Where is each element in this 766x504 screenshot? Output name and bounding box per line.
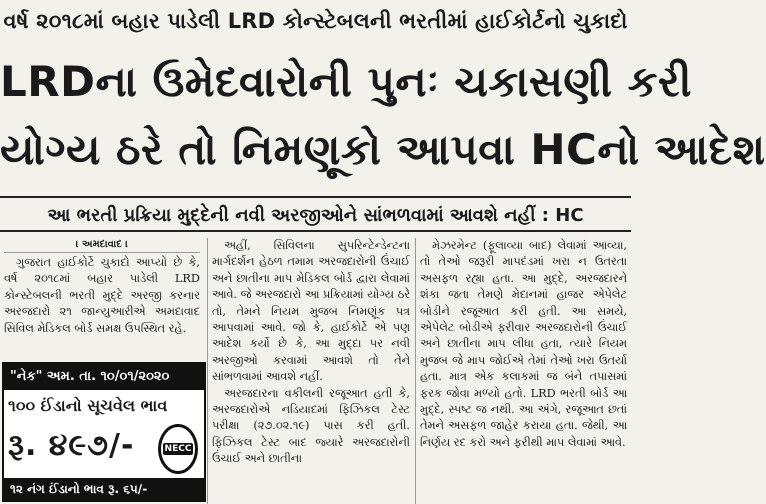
article-column-3: [420, 238, 627, 504]
article-paragraph: ગુજરાત હાઈકોર્ટે ચુકાદો આપ્યો છે કે, વર્ષ ૨૦૧૮માં બહાર પાડેલી LRD કોન્સ્ટેબલની ભરતી મુદ્દે અરજી કરનાર અરજદારો ૨૧ જાન્યુઆરીએ અમદાવાદ સિવિલ મેડિકલ બોર્ડ સમક્ષ ઉપસ્થિત રહે.: [4, 256, 200, 335]
kicker-headline: વર્ષ ૨૦૧૮માં બહાર પાડેલી LRD કોન્સ્ટેબલની ભરતીમાં હાઈકોર્ટનો ચુકાદો: [3, 9, 628, 33]
article-column-2: [212, 238, 410, 504]
necc-logo-icon: [158, 424, 198, 474]
ad-dozen-price: ૧૨ નંગ ઈંડાનો ભાવ રૂ. ૬૫/-: [4, 478, 204, 500]
article-column-1: [4, 238, 200, 343]
main-headline-line2: યોગ્ય ઠરે તો નિમણૂકો આપવા HCનો આદેશ: [0, 125, 766, 174]
article-paragraph: મેઝરમેન્ટ (ફૂલાવ્યા બાદ) લેવામાં આવ્યા, તો તેઓ જરૂરી માપદંડમાં ખરા ન ઉતરતા અસફળ રહ્યા હતા. આ મુદ્દે, અરજદારને શંકા જતા તેમણે મેદાનમાં હાજર એપેલેટ બોડીને રજૂઆત કરી હતી. આ સમયે, એપેલેટ બોડીએ ફરીવાર અરજદારોની ઉંચાઈ અને છાતીના માપ લીધા હતા, ત્યારે નિયમ મુજબ જે માપ જોઈએ તેમાં તેઓ ખરા ઉતર્યા હતા. માત્ર એક કલાકમાં જ બંને તપાસમાં ફરક જોવા મળ્યો હતો. LRD ભરતી બોર્ડ આ મુદ્દે, સ્પષ્ટ જ નથી. આ અંગે, રજૂઆત છતાં તેમને અસફળ જાહેર કરાયા હતા. જેથી, આ નિર્ણય રદ કરો અને ફરીથી માપ લેવામાં આવે.: [420, 239, 627, 449]
ad-caption: ૧૦૦ ઈંડાનો સૂચવેલ ભાવ: [8, 396, 168, 415]
main-headline-line1: LRDના ઉમેદવારોની પુનઃ ચકાસણી કરી: [0, 57, 693, 106]
ad-date-banner: "નેક" અમ. તા. ૧૦/૦૧/૨૦૨૦: [4, 364, 204, 390]
egg-price-advertisement: [2, 362, 206, 502]
article-paragraph: અહીં, સિવિલના સુપરિન્ટેન્ડેન્ટના માર્ગદર્શન હેઠળ તમામ અરજદારોની ઉંચાઈ અને છાતીના માપ મેડિકલ બોર્ડ દ્વારા લેવામાં આવે. જે અરજદારો આ પ્રક્રિયામાં યોગ્ય ઠરે તો, તેમને નિયમ મુજબ નિમણૂંક પત્ર આપવામાં આવે. જો કે, હાઈકોર્ટે એ પણ આદેશ કર્યો છે કે, આ મુદ્દા પર નવી અરજીઓ કરવામાં આવશે તો તેને સાંભળવામાં આવશે નહીં.: [212, 239, 410, 384]
column-divider: [207, 238, 208, 504]
article-paragraph: અરજદારના વકીલની રજૂઆત હતી કે, અરજદારોએ નડિયાદમાં ફિઝિકલ ટેસ્ટ પરીક્ષા (૨૭.૦૨.૧૯) પાસ કરી હતી. ફિઝિકલ ટેસ્ટ બાદ જ્યારે અરજદારોની ઉંચાઈ અને છાતીના: [212, 386, 410, 466]
necc-logo-text: NECC: [164, 444, 192, 454]
column-divider: [415, 238, 416, 504]
dateline: । અમદાવાદ ।: [4, 238, 200, 253]
ad-price: રૂ. ૪૯૭/-: [8, 428, 135, 463]
subheadline: આ ભરતી પ્રક્રિયા મુદ્દેની નવી અરજીઓને સાંભળવામાં આવશે નહીં : HC: [0, 196, 631, 232]
